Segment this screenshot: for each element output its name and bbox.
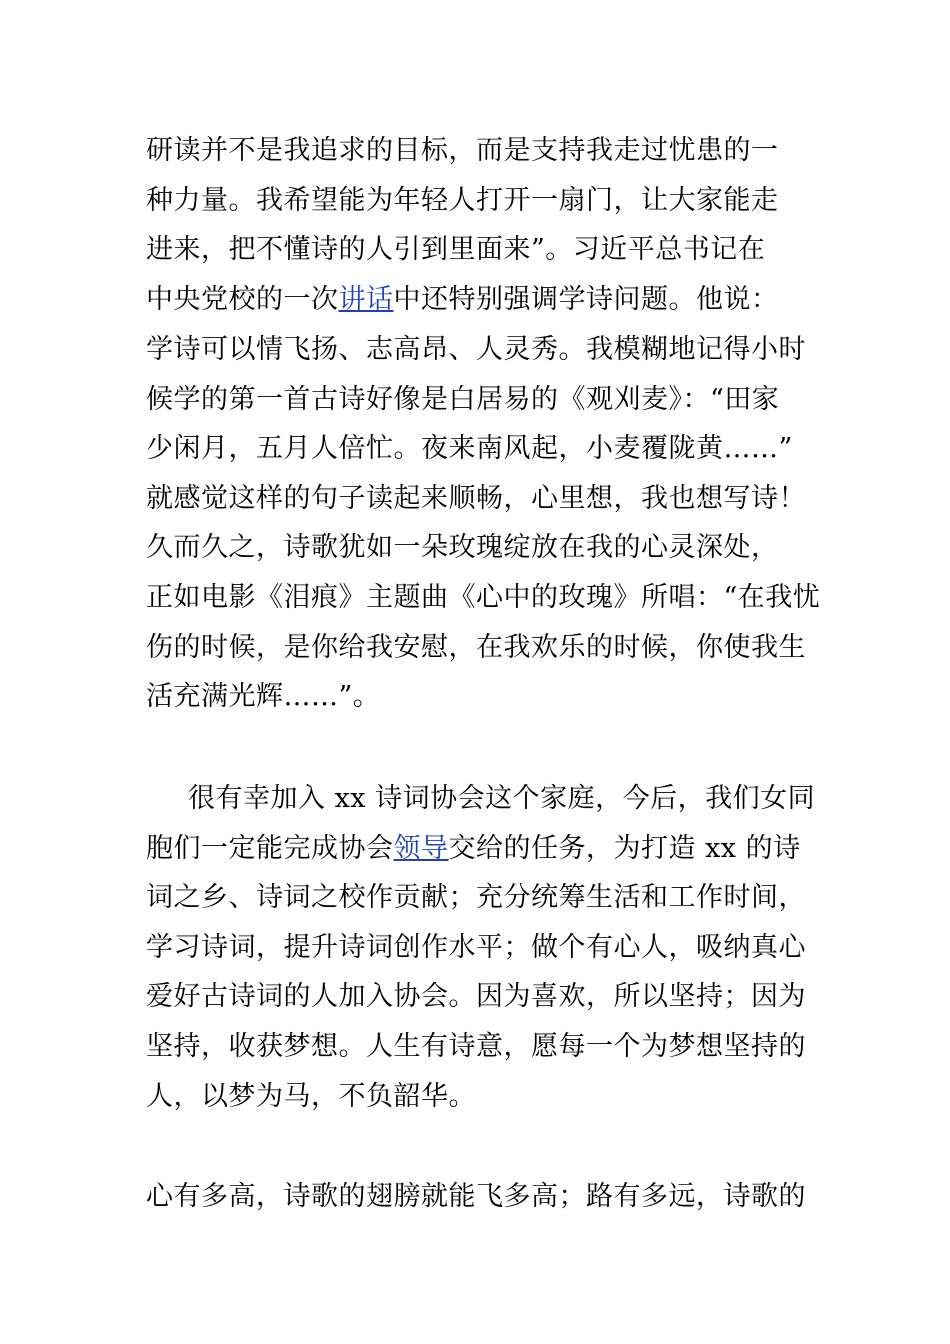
text-segment: 交给的任务，为打造 xx 的诗 xyxy=(448,833,801,864)
text-line: 就感觉这样的句子读起来顺畅，心里想，我也想写诗！ xyxy=(146,483,806,514)
speech-link[interactable]: 讲话 xyxy=(338,284,394,315)
text-line: 学习诗词，提升诗词创作水平；做个有心人，吸纳真心 xyxy=(146,932,806,963)
text-segment: 中央党校的一次 xyxy=(146,284,339,315)
text-line: 研读并不是我追求的目标，而是支持我走过忧患的一 xyxy=(146,135,779,166)
text-line: 久而久之，诗歌犹如一朵玫瑰绽放在我的心灵深处， xyxy=(146,532,779,563)
text-line: 学诗可以情飞扬、志高昂、人灵秀。我模糊地记得小时 xyxy=(146,334,806,365)
text-line: 种力量。我希望能为年轻人打开一扇门，让大家能走 xyxy=(146,185,779,216)
text-line: 心有多高，诗歌的翅膀就能飞多高；路有多远，诗歌的 xyxy=(146,1181,806,1212)
leadership-link[interactable]: 领导 xyxy=(393,833,449,864)
text-line: 候学的第一首古诗好像是白居易的《观刈麦》：“田家 xyxy=(146,384,780,415)
text-line: 很有幸加入 xx 诗词协会这个家庭，今后，我们女同 xyxy=(188,783,816,814)
text-line xyxy=(146,275,826,325)
text-line: 爱好古诗词的人加入协会。因为喜欢，所以坚持；因为 xyxy=(146,981,806,1012)
text-line: 活充满光辉……”。 xyxy=(146,681,381,712)
text-line: 少闲月，五月人倍忙。夜来南风起，小麦覆陇黄……” xyxy=(146,433,793,464)
text-line: 进来，把不懂诗的人引到里面来”。习近平总书记在 xyxy=(146,234,766,265)
text-segment: 中还特别强调学诗问题。他说： xyxy=(393,284,779,315)
text-line: 人，以梦为马，不负韶华。 xyxy=(146,1081,476,1112)
text-line: 坚持，收获梦想。人生有诗意，愿每一个为梦想坚持的 xyxy=(146,1031,806,1062)
text-line: 正如电影《泪痕》主题曲《心中的玫瑰》所唱：“在我忧 xyxy=(146,582,821,613)
text-line: 词之乡、诗词之校作贡献；充分统筹生活和工作时间， xyxy=(146,882,806,913)
text-line xyxy=(146,824,826,874)
text-segment: 胞们一定能完成协会 xyxy=(146,833,394,864)
text-line: 伤的时候，是你给我安慰，在我欢乐的时候，你使我生 xyxy=(146,632,806,663)
